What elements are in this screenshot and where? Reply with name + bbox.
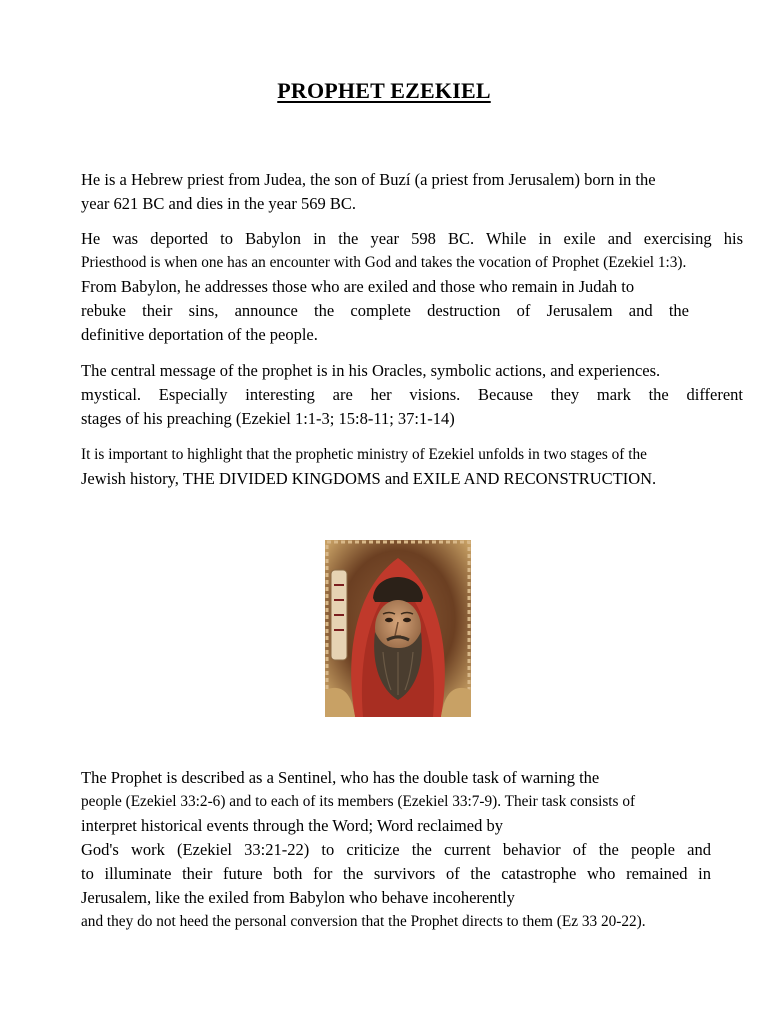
prophet-portrait-icon (325, 540, 471, 717)
paragraph-line: year 621 BC and dies in the year 569 BC. (81, 194, 356, 213)
paragraph-line: The central message of the prophet is in his Oracles, symbolic actions, and experiences. (81, 361, 661, 380)
paragraph-line: The Prophet is described as a Sentinel, who has the double task of warning the (81, 768, 600, 787)
paragraph-line: Jewish history, THE DIVIDED KINGDOMS and EXILE AND RECONSTRUCTION. (81, 469, 657, 488)
paragraph-3 (81, 359, 743, 431)
paragraph-line: stages of his preaching (Ezekiel 1:1-3; 15:8-11; 37:1-14) (81, 409, 455, 428)
paragraph-line: Jerusalem, like the exiled from Babylon who behave incoherently (81, 888, 515, 907)
paragraph-line: definitive deportation of the people. (81, 325, 318, 344)
paragraph-4 (81, 443, 743, 491)
paragraph-line: to illuminate their future both for the survivors of the catastrophe who remained in (81, 864, 711, 883)
paragraph-line: mystical. Especially interesting are her visions. Because they mark the different (81, 385, 743, 404)
paragraph-line: rebuke their sins, announce the complete destruction of Jerusalem and the (81, 301, 689, 320)
paragraph-1 (81, 168, 701, 216)
paragraph-line: people (Ezekiel 33:2-6) and to each of its members (Ezekiel 33:7-9). Their task consists of (81, 793, 636, 810)
page-title: PROPHET EZEKIEL (277, 78, 491, 103)
paragraph-line: He was deported to Babylon in the year 598 BC. While in exile and exercising his (81, 229, 743, 248)
paragraph-line: From Babylon, he addresses those who are exiled and those who remain in Judah to (81, 277, 635, 296)
paragraph-5 (81, 766, 711, 934)
paragraph-line: It is important to highlight that the prophetic ministry of Ezekiel unfolds in two stages of the (81, 446, 647, 463)
paragraph-line: He is a Hebrew priest from Judea, the son of Buzí (a priest from Jerusalem) born in the (81, 170, 656, 189)
paragraph-line: interpret historical events through the Word; Word reclaimed by (81, 816, 503, 835)
paragraph-2 (81, 227, 743, 347)
paragraph-line: Priesthood is when one has an encounter with God and takes the vocation of Prophet (Ezekiel 1:3). (81, 254, 687, 271)
paragraph-line: and they do not heed the personal conversion that the Prophet directs to them (Ez 33 20-22). (81, 913, 646, 930)
paragraph-line: God's work (Ezekiel 33:21-22) to criticize the current behavior of the people and (81, 840, 711, 859)
